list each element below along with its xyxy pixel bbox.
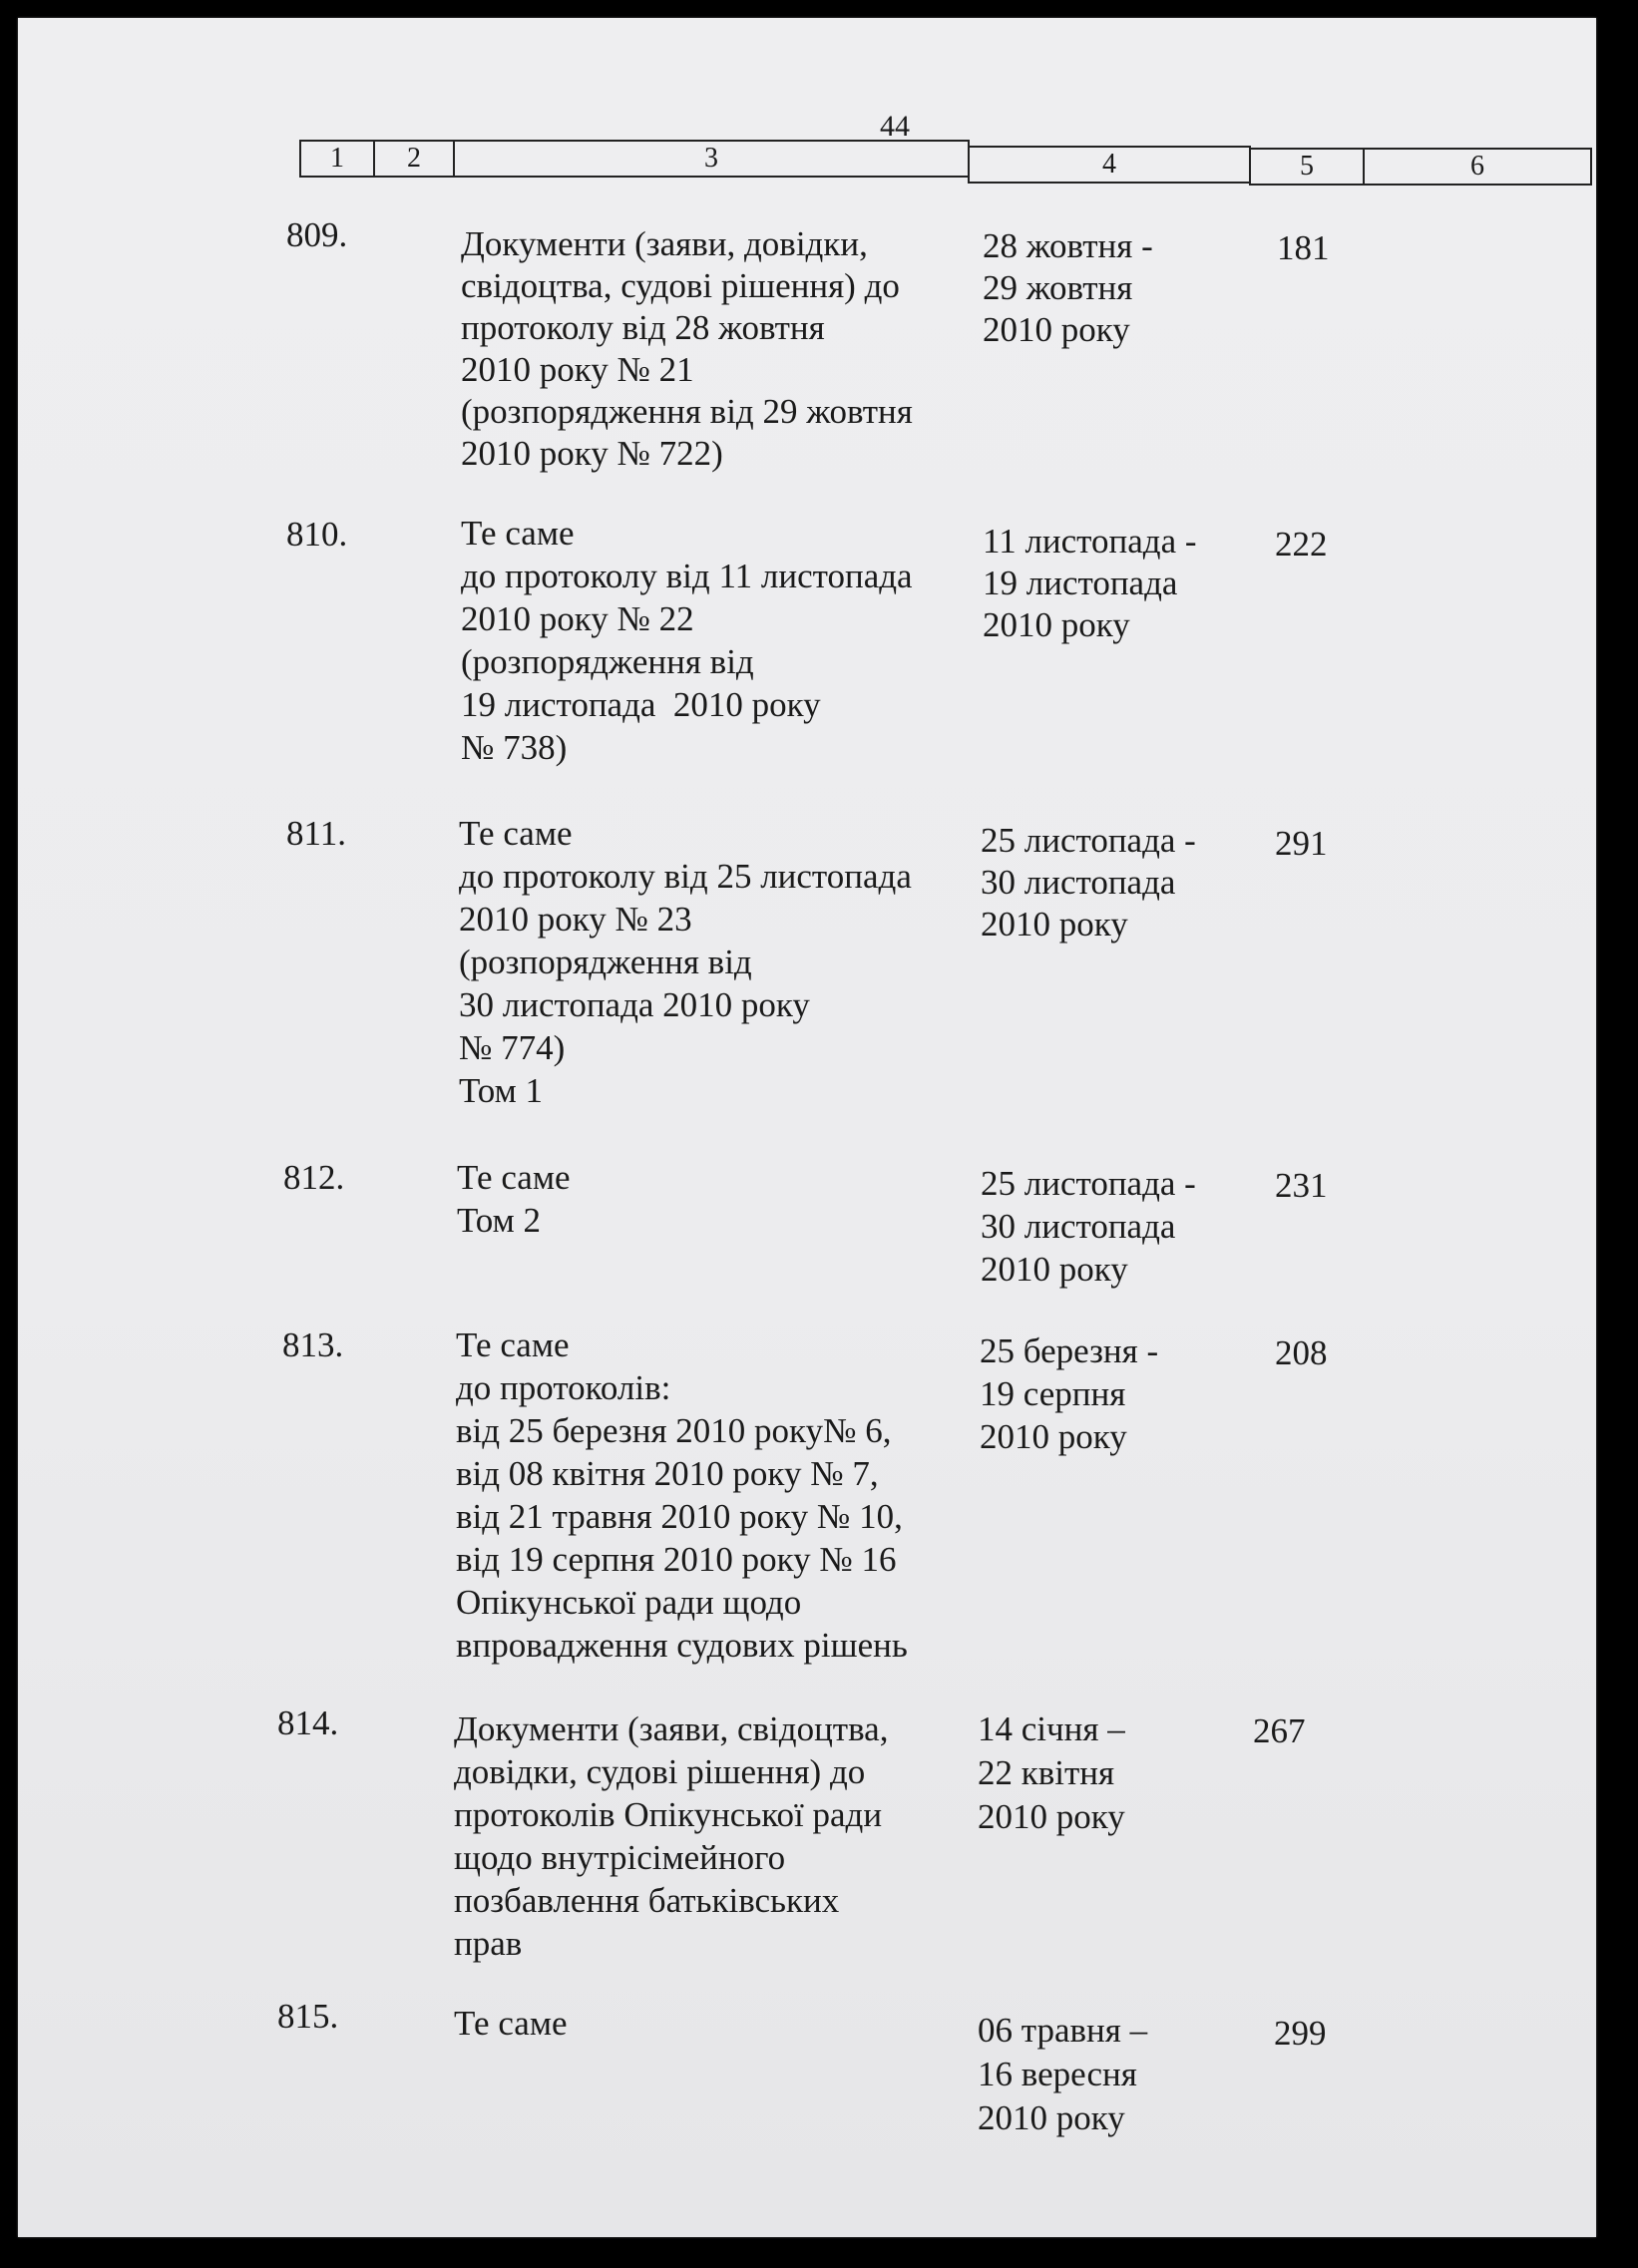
entry-812-title-line: Те саме [457,1158,571,1197]
entry-813-date-line: 19 серпня [980,1374,1126,1413]
entry-811-date-line: 25 листопада - [981,821,1196,860]
entry-809-title-line: протоколу від 28 жовтня [461,308,825,347]
entry-814-title-line: довідки, судові рішення) до [454,1752,866,1791]
entry-812-date-line: 2010 року [981,1250,1128,1289]
header-col-4: 4 [968,146,1251,184]
entry-814-number: 814. [277,1703,339,1742]
entry-815-date-line: 16 вересня [978,2055,1137,2093]
entry-809-date-line: 29 жовтня [983,268,1133,307]
entry-812-title-line: Том 2 [457,1201,541,1240]
entry-813-number: 813. [282,1325,344,1364]
entry-811-title-line: до протоколу від 25 листопада [459,857,912,896]
header-col-5: 5 [1249,148,1365,186]
header-col-6: 6 [1363,148,1592,186]
entry-814-title-line: Документи (заяви, свідоцтва, [454,1709,889,1748]
entry-814-title-line: протоколів Опікунської ради [454,1795,883,1834]
entry-814-title-line: прав [454,1924,523,1963]
entry-812-date-line: 25 листопада - [981,1164,1196,1203]
entry-813-pages: 208 [1275,1333,1328,1372]
entry-813-title-line: від 25 березня 2010 року№ 6, [456,1411,892,1450]
entry-814-date-line: 2010 року [978,1797,1125,1836]
entry-809-title-line: Документи (заяви, довідки, [461,224,868,263]
entry-810-title-line: (розпорядження від [461,642,754,681]
entry-810-pages: 222 [1275,525,1328,564]
entry-810-title-line: 19 листопада 2010 року [461,685,821,724]
entry-813-title-line: до протоколів: [456,1368,671,1407]
entry-813-title-line: від 21 травня 2010 року № 10, [456,1497,903,1536]
entry-810-title-line: 2010 року № 22 [461,599,694,638]
entry-809-number: 809. [286,215,348,254]
entry-815-pages: 299 [1274,2014,1327,2053]
page-number: 44 [880,110,910,143]
entry-810-title-line: Те саме [461,514,575,553]
entry-815-date-line: 2010 року [978,2098,1125,2137]
header-col-3: 3 [453,140,970,178]
entry-815-date-line: 06 травня – [978,2011,1148,2050]
entry-809-title-line: свідоцтва, судові рішення) до [461,266,900,305]
entry-810-number: 810. [286,515,348,554]
entry-809-title-line: 2010 року № 722) [461,434,723,473]
entry-811-title-line: 2010 року № 23 [459,900,692,939]
entry-813-date-line: 2010 року [980,1417,1127,1456]
entry-811-pages: 291 [1275,824,1328,863]
entry-810-date-line: 2010 року [983,605,1130,644]
entry-815-title-line: Те саме [454,2004,568,2043]
entry-811-date-line: 2010 року [981,905,1128,944]
entry-811-number: 811. [286,814,346,853]
entry-811-title-line: Те саме [459,814,573,853]
entry-813-title-line: Опікунської ради щодо [456,1583,802,1622]
entry-812-date-line: 30 листопада [981,1207,1176,1246]
entry-809-pages: 181 [1277,228,1330,267]
entry-812-number: 812. [283,1158,345,1197]
entry-809-date-line: 2010 року [983,310,1130,349]
entry-814-date-line: 14 січня – [978,1709,1125,1748]
entry-814-title-line: щодо внутрісімейного [454,1838,786,1877]
header-col-2: 2 [373,140,455,178]
entry-809-title-line: (розпорядження від 29 жовтня [461,392,913,431]
entry-814-date-line: 22 квітня [978,1753,1115,1792]
entry-813-title-line: Те саме [456,1325,570,1364]
entry-810-title-line: № 738) [461,728,568,767]
entry-809-title-line: 2010 року № 21 [461,350,694,389]
entry-813-date-line: 25 березня - [980,1331,1159,1370]
entry-811-title-line: Том 1 [459,1071,543,1110]
entry-811-title-line: 30 листопада 2010 року [459,985,810,1024]
entry-811-title-line: (розпорядження від [459,943,752,981]
header-col-1: 1 [299,140,375,178]
entry-811-title-line: № 774) [459,1028,566,1067]
entry-810-date-line: 19 листопада [983,564,1178,602]
entry-810-date-line: 11 листопада - [983,522,1197,561]
entry-810-title-line: до протоколу від 11 листопада [461,557,913,595]
entry-814-title-line: позбавлення батьківських [454,1881,840,1920]
entry-809-date-line: 28 жовтня - [983,226,1153,265]
entry-815-number: 815. [277,1997,339,2036]
entry-812-pages: 231 [1275,1166,1328,1205]
entry-813-title-line: від 08 квітня 2010 року № 7, [456,1454,879,1493]
entry-811-date-line: 30 листопада [981,863,1176,902]
entry-814-pages: 267 [1253,1711,1306,1750]
entry-813-title-line: від 19 серпня 2010 року № 16 [456,1540,897,1579]
entry-813-title-line: впровадження судових рішень [456,1626,908,1665]
